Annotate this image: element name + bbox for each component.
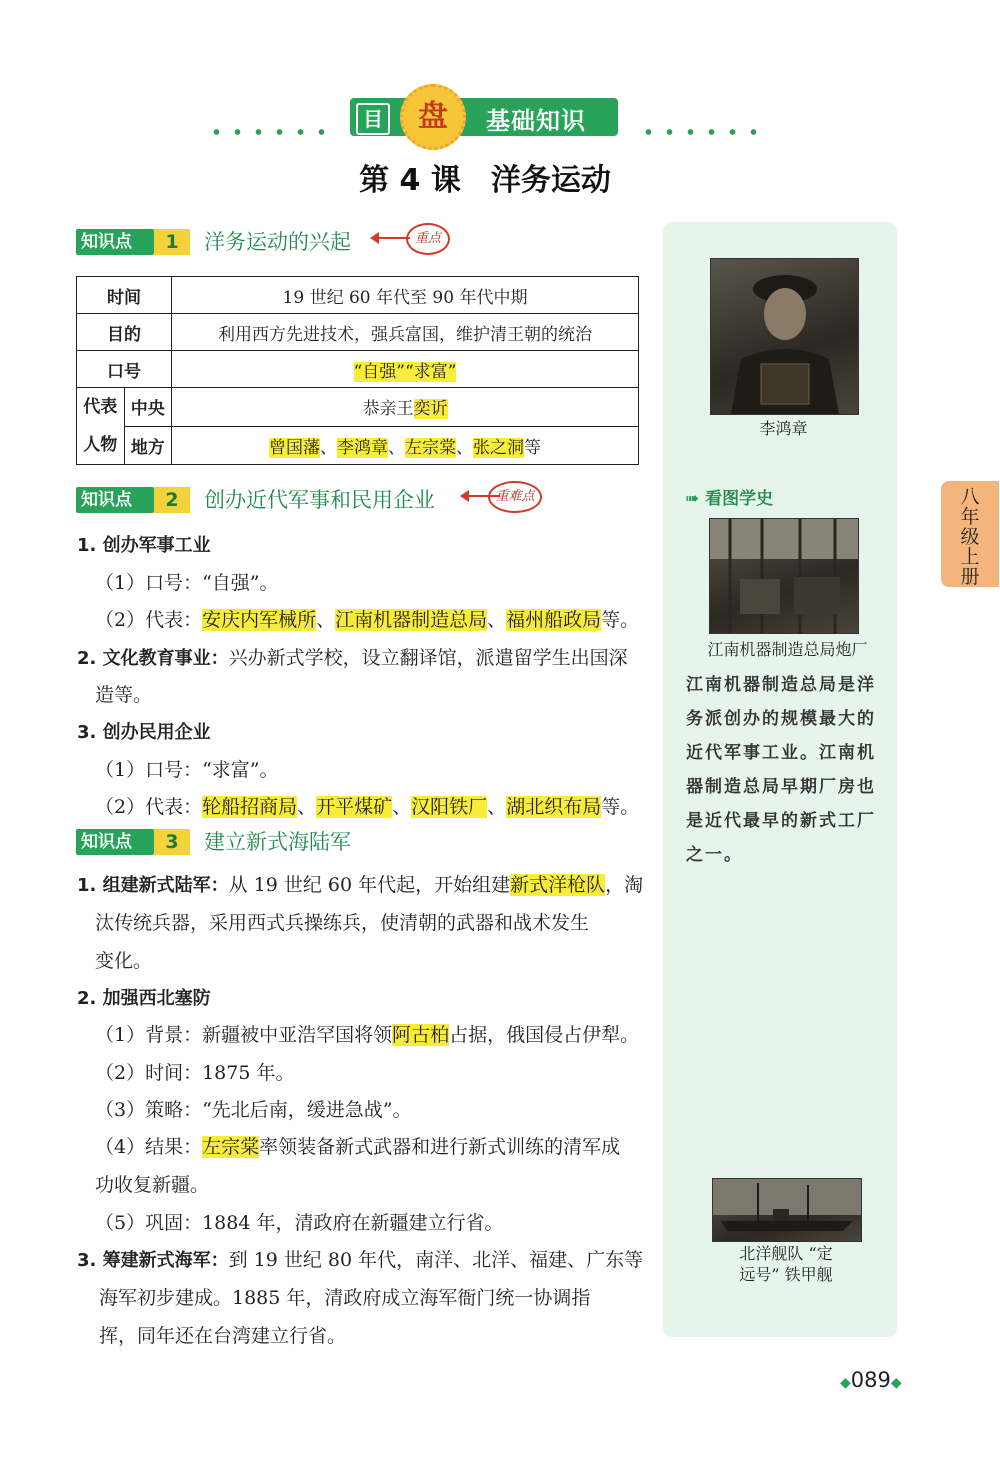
prefix: （2）代表： xyxy=(95,796,203,818)
row-label: 目的 xyxy=(77,314,172,351)
section-heading: 2. 文化教育事业： xyxy=(77,648,229,669)
lesson-title: 第 4 课 洋务运动 xyxy=(359,163,611,198)
text: 从 19 世纪 60 年代起，开始组建 xyxy=(228,874,511,896)
text-line: 海军初步建成。1885 年，清政府成立海军衙门统一协调指 xyxy=(99,1287,591,1309)
text-line: 造等。 xyxy=(95,684,153,706)
highlight: 开平煤矿 xyxy=(316,796,393,818)
text-line xyxy=(77,643,628,670)
row-label: 口号 xyxy=(77,351,172,388)
text-line: 变化。 xyxy=(95,950,153,972)
banner-label: 基础知识 xyxy=(486,107,586,135)
page-number xyxy=(840,1368,902,1392)
rep-label-line-1: 代表 xyxy=(83,397,118,417)
photo-caption: 江南机器制造总局炮厂 xyxy=(707,640,868,659)
photo-caption xyxy=(712,1243,860,1285)
suffix: 等。 xyxy=(601,796,640,818)
table-row xyxy=(77,388,639,427)
text-line xyxy=(77,1245,643,1272)
decorative-dots-right xyxy=(638,129,766,135)
suffix: 等。 xyxy=(601,609,640,631)
knowledge-point-2-header xyxy=(76,487,556,513)
text: 兴办新式学校，设立翻译馆，派遣留学生出国深 xyxy=(228,647,628,669)
section-heading: 2. 加强西北塞防 xyxy=(77,988,211,1009)
tab-char: 年 xyxy=(960,506,980,528)
caption-line: 北洋舰队 “定 xyxy=(739,1244,833,1263)
mark-label: 重难点 xyxy=(488,481,542,513)
kp-tag: 知识点 xyxy=(76,829,154,855)
picture-note: 江南机器制造总局是洋务派创办的规模最大的近代军事工业。江南机器制造总局早期厂房也是近代最早的新式工厂之一。 xyxy=(686,675,876,865)
section-heading: 3. 创办民用企业 xyxy=(77,722,211,743)
highlight: 阿古柏 xyxy=(392,1024,450,1046)
text-line: （2）代表：轮船招商局、开平煤矿、汉阳铁厂、湖北织布局等。 xyxy=(95,796,640,818)
suffix: 占据，俄国侵占伊犁。 xyxy=(449,1024,640,1046)
kp-title: 创办近代军事和民用企业 xyxy=(204,488,435,512)
separator: 、 xyxy=(388,437,405,458)
text-line: 功收复新疆。 xyxy=(95,1174,210,1196)
decorative-dots-left xyxy=(206,129,334,135)
text-line: （3）策略：“先北后南，缓进急战”。 xyxy=(95,1099,412,1121)
section-label: 看图学史 xyxy=(705,489,774,509)
key-difficult-point-mark xyxy=(466,481,546,511)
row-value xyxy=(172,351,639,388)
highlight: 汉阳铁厂 xyxy=(411,796,488,818)
table-row xyxy=(77,426,639,465)
highlight: 江南机器制造总局 xyxy=(335,609,488,631)
kp-tag: 知识点 xyxy=(76,487,154,513)
portrait-illustration xyxy=(711,259,858,414)
highlight: 福州船政局 xyxy=(506,609,602,631)
row-value: 利用西方先进技术，强兵富国，维护清王朝的统治 xyxy=(172,314,639,351)
row-label-representatives xyxy=(77,388,125,465)
table-row xyxy=(77,314,639,351)
section-heading: 1. 组建新式陆军： xyxy=(77,875,229,896)
suffix: 等 xyxy=(524,437,541,458)
highlight: 左宗棠 xyxy=(202,1136,260,1158)
row-label: 时间 xyxy=(77,277,172,314)
highlight: 曾国藩 xyxy=(269,437,320,458)
text-line: （2）时间：1875 年。 xyxy=(95,1062,295,1084)
tab-char: 册 xyxy=(960,566,980,588)
row-value xyxy=(172,388,639,427)
highlight: 轮船招商局 xyxy=(202,796,298,818)
tab-char: 级 xyxy=(960,526,980,548)
kp-number: 2 xyxy=(154,487,190,513)
sub-label: 中央 xyxy=(124,388,172,427)
text-line: 汰传统兵器，采用西式兵操练兵，使清朝的武器和战术发生 xyxy=(95,912,590,934)
text-line xyxy=(95,1132,620,1159)
separator: 、 xyxy=(456,437,473,458)
text: ，淘 xyxy=(605,874,644,896)
prefix: （4）结果： xyxy=(95,1136,203,1158)
text-line: （5）巩固：1884 年，清政府在新疆建立行省。 xyxy=(95,1212,504,1234)
kp-number: 3 xyxy=(154,829,190,855)
warship-illustration xyxy=(713,1179,861,1241)
caption-line: 远号” 铁甲舰 xyxy=(739,1265,833,1284)
portrait-photo xyxy=(710,258,859,415)
tab-char: 八 xyxy=(960,486,980,508)
arrow-line xyxy=(376,237,410,239)
highlight: “自强” xyxy=(353,361,405,382)
highlight: 湖北织布局 xyxy=(506,796,602,818)
arrow-right-icon: ➠ xyxy=(685,489,700,509)
suffix: 率领装备新式武器和进行新式训练的清军成 xyxy=(259,1136,621,1158)
knowledge-point-1-header xyxy=(76,229,476,255)
text-line: （2）代表：安庆内军械所、江南机器制造总局、福州船政局等。 xyxy=(95,609,640,631)
central-prefix: 恭亲王 xyxy=(362,399,414,420)
kp-tag: 知识点 xyxy=(76,229,154,255)
text-line xyxy=(77,870,643,897)
prefix: （1）背景：新疆被中亚浩罕国将领 xyxy=(95,1024,393,1046)
factory-photo xyxy=(709,518,859,634)
grade-tab xyxy=(941,481,999,587)
text-line: （1）口号：“自强”。 xyxy=(95,572,279,594)
kp-title: 洋务运动的兴起 xyxy=(204,230,351,254)
section-heading: 1. 创办军事工业 xyxy=(77,535,211,556)
mark-label: 重点 xyxy=(406,223,450,255)
highlight: 张之洞 xyxy=(473,437,524,458)
kp-number: 1 xyxy=(154,229,190,255)
text: 到 19 世纪 80 年代，南洋、北洋、福建、广东等 xyxy=(228,1249,644,1271)
sub-label: 地方 xyxy=(124,426,172,465)
section-heading: 3. 筹建新式海军： xyxy=(77,1250,229,1271)
banner-circle-badge: 盘 xyxy=(400,84,466,150)
warship-photo xyxy=(712,1178,862,1242)
text-line: （1）口号：“求富”。 xyxy=(95,759,279,781)
highlight: 奕䜣 xyxy=(413,399,448,420)
table-row xyxy=(77,277,639,314)
row-value xyxy=(172,426,639,465)
knowledge-point-3-header xyxy=(76,829,476,855)
banner-box-icon: 目 xyxy=(356,103,390,135)
rep-label-line-2: 人物 xyxy=(83,435,118,455)
key-point-mark xyxy=(376,223,456,253)
highlight: 左宗棠 xyxy=(405,437,456,458)
look-at-picture-label xyxy=(685,484,773,509)
rise-summary-table xyxy=(76,276,639,465)
kp-title: 建立新式海陆军 xyxy=(204,830,351,854)
text-line: 挥，同年还在台湾建立行省。 xyxy=(99,1325,347,1347)
photo-caption: 李鸿章 xyxy=(759,419,808,438)
diamond-icon: ◆ xyxy=(890,1375,902,1391)
highlight: 安庆内军械所 xyxy=(202,609,317,631)
highlight: 新式洋枪队 xyxy=(510,874,606,896)
table-row xyxy=(77,351,639,388)
diamond-icon: ◆ xyxy=(840,1375,851,1391)
tab-char: 上 xyxy=(960,546,980,568)
separator: 、 xyxy=(320,437,337,458)
text-line xyxy=(95,1020,639,1047)
page-number-value: 089 xyxy=(850,1368,891,1392)
prefix: （2）代表： xyxy=(95,609,203,631)
highlight: 李鸿章 xyxy=(337,437,388,458)
highlight: “求富” xyxy=(405,361,457,382)
row-value: 19 世纪 60 年代至 90 年代中期 xyxy=(172,277,639,314)
factory-illustration xyxy=(710,519,858,633)
